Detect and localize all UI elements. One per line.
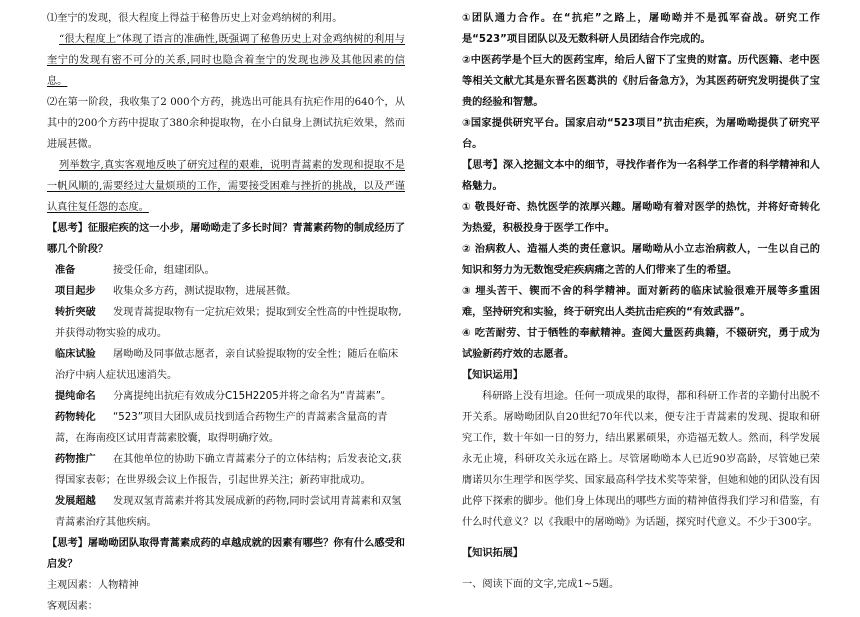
stage-item bbox=[47, 449, 405, 491]
think-question-2: 【思考】屠呦呦团队取得青蒿素成药的卓越成就的因素有哪些？你有什么感受和启发？ bbox=[47, 538, 405, 570]
left-column bbox=[47, 8, 405, 617]
spirit-2: ② 治病救人、造福人类的责任意识。屠呦呦从小立志治病救人，一生以自己的知识和努力为无数饱受疟疾病痛之苦的人们带来了生的希望。 bbox=[462, 244, 820, 276]
spirit-3: ③ 埋头苦干、锲而不舍的科学精神。面对新药的临床试验很难开展等多重困难，坚持研究和实验，终于研究出人类抗击疟疾的“有效武器”。 bbox=[462, 286, 820, 318]
stage-text: “523”项目大团队成员找到适合药物生产的青蒿素含量高的青蒿，在海南疫区试用青蒿素胶囊，取得明确疗效。 bbox=[55, 412, 388, 444]
stage-item bbox=[47, 260, 405, 281]
stage-text: 发现双氢青蒿素并将其发展成新的药物,同时尝试用青蒿素和双氢青蒿素治疗其他疾病。 bbox=[55, 496, 402, 528]
stage-name: 转折突破 bbox=[55, 307, 96, 318]
subjective-factor: 主观因素：人物精神 bbox=[47, 580, 139, 591]
knowledge-extension-title: 【知识拓展】 bbox=[462, 548, 524, 559]
passage-item-1-note: “很大程度上”体现了语言的准确性,既强调了秘鲁历史上对金鸡纳树的利用与奎宁的发现有密不可分的关系,同时也隐含着奎宁的发现也涉及其他因素的信息。 bbox=[47, 34, 405, 87]
knowledge-application-title: 【知识运用】 bbox=[462, 370, 524, 381]
stage-item bbox=[47, 407, 405, 449]
passage-item-2: ⑵在第一阶段，我收集了2 000个方药，挑选出可能具有抗疟作用的640个，从其中的200个方药中提取了380余种提取物，在小白鼠身上测试抗疟效果，然而进展甚微。 bbox=[47, 97, 405, 150]
passage-item-2-note: 列举数字,真实客观地反映了研究过程的艰难，说明青蒿素的发现和提取不是一帆风顺的,需要经过大量烦琐的工作，需要接受困难与挫折的挑战，以及严谨认真往复任怨的态度。 bbox=[47, 160, 405, 213]
right-column bbox=[462, 8, 820, 595]
think-question-1: 【思考】征服疟疾的这一小步，屠呦呦走了多长时间？青蒿素药物的制成经历了哪几个阶段？ bbox=[47, 223, 405, 255]
stage-name: 药物转化 bbox=[55, 412, 96, 423]
factor-1: ①团队通力合作。在“抗疟”之路上，屠呦呦并不是孤军奋战。研究工作是“523”项目团队以及无数科研人员团结合作完成的。 bbox=[462, 13, 820, 45]
stage-name: 发展超越 bbox=[55, 496, 96, 507]
knowledge-application-text: 科研路上没有坦途。任何一项成果的取得，都和科研工作者的辛勤付出脱不开关系。屠呦呦团队自20世纪70年代以来，便专注于青蒿素的发现、提取和研究工作，数十年如一日的努力，结出累累硕果，亦造福无数人。然而，科学发展永无止境，科研攻关永远在路上。尽管屠呦呦本人已近90岁高龄，尽管她已荣膺诺贝尔生理学和医学奖、国家最高科学技术奖等荣誉，但她和她的团队没有因此停下探索的脚步。他们身上体现出的哪些方面的精神值得我们学习和借鉴，有什么时代意义？以《我眼中的屠呦呦》为话题，探究时代意义。不少于300字。 bbox=[462, 391, 820, 528]
stage-text: 收集众多方药，测试提取物，进展甚微。 bbox=[113, 286, 297, 297]
factor-2: ②中医药学是个巨大的医药宝库，给后人留下了宝贵的财富。历代医籍、老中医等相关文献尤其是东晋名医葛洪的《肘后备急方》，为其医药研究发明提供了宝贵的经验和智慧。 bbox=[462, 55, 820, 108]
think-question-3: 【思考】深入挖掘文本中的细节，寻找作者作为一名科学工作者的科学精神和人格魅力。 bbox=[462, 160, 820, 192]
stage-name: 提纯命名 bbox=[55, 391, 96, 402]
stage-name: 准备 bbox=[55, 265, 76, 276]
stage-name: 临床试验 bbox=[55, 349, 96, 360]
spirit-4: ④ 吃苦耐劳、甘于牺牲的奉献精神。查阅大量医药典籍，不辍研究，勇于成为试验新药疗效的志愿者。 bbox=[462, 328, 820, 360]
stage-text: 接受任命，组建团队。 bbox=[113, 265, 215, 276]
stage-text: 屠呦呦及同事做志愿者，亲自试验提取物的安全性；随后在临床治疗中病人症状迅速消失。 bbox=[55, 349, 399, 381]
stage-name: 药物推广 bbox=[55, 454, 96, 465]
stage-name: 项目起步 bbox=[55, 286, 96, 297]
stage-item bbox=[47, 491, 405, 533]
stage-item bbox=[47, 386, 405, 407]
spirit-1: ① 敬畏好奇、热忱医学的浓厚兴趣。屠呦呦有着对医学的热忱，并将好奇转化为热爱，积极投身于医学工作中。 bbox=[462, 202, 820, 234]
factor-3: ③国家提供研究平台。国家启动“523项目”抗击疟疾，为屠呦呦提供了研究平台。 bbox=[462, 118, 820, 150]
stage-list bbox=[47, 260, 405, 533]
stage-text: 在其他单位的协助下确立青蒿素分子的立体结构；后发表论文,获得国家表彰；在世界级会议上作报告，引起世界关注；新药审批成功。 bbox=[55, 454, 402, 486]
knowledge-extension-text: 一、阅读下面的文字,完成1~5题。 bbox=[462, 579, 620, 590]
stage-text: 发现青蒿提取物有一定抗疟效果；提取到安全性高的中性提取物,并获得动物实验的成功。 bbox=[55, 307, 402, 339]
stage-item bbox=[47, 344, 405, 386]
objective-factor: 客观因素： bbox=[47, 601, 98, 612]
stage-text: 分离提纯出抗疟有效成分C15H2205并将之命名为“青蒿素”。 bbox=[113, 391, 392, 402]
stage-item bbox=[47, 302, 405, 344]
passage-item-1: ⑴奎宁的发现，很大程度上得益于秘鲁历史上对金鸡纳树的利用。 bbox=[47, 13, 343, 24]
stage-item bbox=[47, 281, 405, 302]
